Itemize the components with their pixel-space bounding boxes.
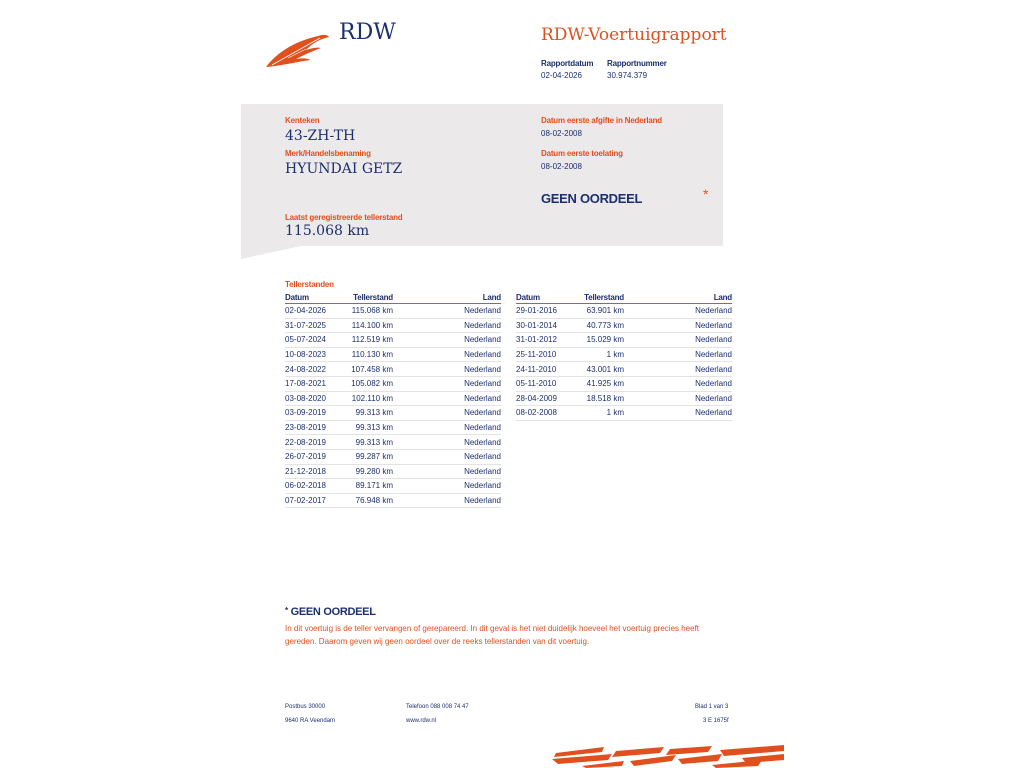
cell-reading: 99.313 km	[349, 406, 393, 421]
cell-date: 26-07-2019	[285, 449, 349, 464]
make-label: Merk/Handelsbenaming	[285, 149, 371, 158]
cell-date: 30-01-2014	[516, 318, 580, 333]
cell-reading: 99.280 km	[349, 464, 393, 479]
odometer-section-title: Tellerstanden	[285, 280, 334, 289]
table-row	[516, 376, 732, 391]
cell-reading: 41.925 km	[580, 376, 624, 391]
table-row	[285, 347, 501, 362]
cell-country: Nederland	[393, 406, 501, 421]
cell-date: 29-01-2016	[516, 304, 580, 319]
table-row	[516, 391, 732, 406]
org-name: RDW	[339, 20, 396, 45]
cell-country: Nederland	[393, 479, 501, 494]
odometer-table-right	[516, 292, 732, 421]
cell-reading: 105.082 km	[349, 376, 393, 391]
column-header-date: Datum	[516, 292, 580, 304]
first-nl-date-value: 08-02-2008	[541, 129, 582, 138]
footnote-title	[285, 606, 376, 618]
panel-tab-decoration	[241, 246, 301, 259]
cell-country: Nederland	[624, 333, 732, 348]
rdw-feather-logo	[266, 34, 330, 68]
table-row	[285, 464, 501, 479]
table-row	[285, 376, 501, 391]
cell-date: 21-12-2018	[285, 464, 349, 479]
cell-reading: 18.518 km	[580, 391, 624, 406]
table-row	[285, 406, 501, 421]
footer-postcode: 9640 RA Veendam	[285, 718, 336, 724]
footer-postbus: Postbus 30000	[285, 704, 326, 710]
table-row	[516, 304, 732, 319]
cell-reading: 89.171 km	[349, 479, 393, 494]
cell-reading: 76.948 km	[349, 493, 393, 508]
cell-reading: 99.287 km	[349, 449, 393, 464]
cell-reading: 107.458 km	[349, 362, 393, 377]
last-odometer-label: Laatst geregistreerde tellerstand	[285, 213, 403, 222]
cell-reading: 63.901 km	[580, 304, 624, 319]
verdict-footnote-marker: *	[703, 186, 709, 202]
footer-phone: Telefoon 088 008 74 47	[406, 704, 469, 710]
table-row	[516, 333, 732, 348]
plate-label: Kenteken	[285, 116, 320, 125]
cell-reading: 114.100 km	[349, 318, 393, 333]
cell-date: 05-07-2024	[285, 333, 349, 348]
cell-date: 02-04-2026	[285, 304, 349, 319]
first-admission-label: Datum eerste toelating	[541, 149, 623, 158]
table-row	[516, 347, 732, 362]
rdw-stripe-graphic	[552, 745, 784, 768]
table-row	[285, 493, 501, 508]
cell-date: 05-11-2010	[516, 376, 580, 391]
cell-reading: 110.130 km	[349, 347, 393, 362]
column-header-country: Land	[624, 292, 732, 304]
footer-web[interactable]: www.rdw.nl	[406, 718, 437, 724]
table-row	[285, 304, 501, 319]
cell-country: Nederland	[393, 493, 501, 508]
cell-date: 25-11-2010	[516, 347, 580, 362]
verdict-status: GEEN OORDEEL	[541, 191, 643, 206]
plate-value: 43-ZH-TH	[285, 128, 356, 144]
cell-reading: 112.519 km	[349, 333, 393, 348]
first-nl-date-label: Datum eerste afgifte in Nederland	[541, 116, 662, 125]
cell-date: 23-08-2019	[285, 420, 349, 435]
report-date-label: Rapportdatum	[541, 59, 594, 68]
cell-country: Nederland	[624, 406, 732, 421]
cell-date: 31-07-2025	[285, 318, 349, 333]
cell-date: 31-01-2012	[516, 333, 580, 348]
footer-doc-code: 3 E 1675f	[703, 718, 729, 724]
cell-date: 22-08-2019	[285, 435, 349, 450]
report-number-label: Rapportnummer	[607, 59, 667, 68]
cell-country: Nederland	[393, 333, 501, 348]
table-row	[516, 318, 732, 333]
column-header-reading: Tellerstand	[349, 292, 393, 304]
cell-country: Nederland	[624, 347, 732, 362]
footnote-marker: *	[285, 606, 288, 615]
table-row	[285, 333, 501, 348]
table-row	[285, 435, 501, 450]
cell-date: 28-04-2009	[516, 391, 580, 406]
cell-reading: 99.313 km	[349, 420, 393, 435]
table-row	[285, 362, 501, 377]
cell-date: 03-09-2019	[285, 406, 349, 421]
table-row	[285, 420, 501, 435]
cell-reading: 40.773 km	[580, 318, 624, 333]
cell-country: Nederland	[393, 304, 501, 319]
cell-date: 24-11-2010	[516, 362, 580, 377]
cell-reading: 15.029 km	[580, 333, 624, 348]
table-header-row	[516, 292, 732, 304]
cell-country: Nederland	[393, 449, 501, 464]
table-row	[285, 449, 501, 464]
cell-country: Nederland	[393, 435, 501, 450]
cell-date: 06-02-2018	[285, 479, 349, 494]
table-header-row	[285, 292, 501, 304]
cell-date: 08-02-2008	[516, 406, 580, 421]
footer-page-number: Blad 1 van 3	[695, 704, 729, 710]
column-header-country: Land	[393, 292, 501, 304]
cell-reading: 102.110 km	[349, 391, 393, 406]
table-row	[285, 391, 501, 406]
cell-date: 17-08-2021	[285, 376, 349, 391]
column-header-date: Datum	[285, 292, 349, 304]
cell-reading: 43.001 km	[580, 362, 624, 377]
odometer-table-left	[285, 292, 501, 508]
table-row	[516, 406, 732, 421]
cell-country: Nederland	[393, 347, 501, 362]
cell-country: Nederland	[393, 318, 501, 333]
table-row	[285, 479, 501, 494]
footnote-title-text: GEEN OORDEEL	[290, 606, 376, 618]
cell-date: 07-02-2017	[285, 493, 349, 508]
table-row	[285, 318, 501, 333]
cell-date: 03-08-2020	[285, 391, 349, 406]
cell-reading: 99.313 km	[349, 435, 393, 450]
cell-date: 24-08-2022	[285, 362, 349, 377]
cell-country: Nederland	[624, 362, 732, 377]
column-header-reading: Tellerstand	[580, 292, 624, 304]
cell-country: Nederland	[624, 304, 732, 319]
footnote-body: In dit voertuig is de teller vervangen of gerepareerd. In dit geval is het niet duidelijk hoeveel het voertuig precies heeft gereden. Daarom geven wij geen oordeel over de reeks tellerstanden van dit voertuig.	[285, 624, 700, 646]
cell-country: Nederland	[393, 376, 501, 391]
last-odometer-value: 115.068 km	[285, 223, 370, 239]
first-admission-value: 08-02-2008	[541, 162, 582, 171]
cell-country: Nederland	[624, 318, 732, 333]
report-date-value: 02-04-2026	[541, 71, 582, 80]
cell-country: Nederland	[393, 362, 501, 377]
cell-country: Nederland	[624, 391, 732, 406]
cell-country: Nederland	[393, 391, 501, 406]
cell-reading: 115.068 km	[349, 304, 393, 319]
cell-reading: 1 km	[580, 347, 624, 362]
table-row	[516, 362, 732, 377]
cell-date: 10-08-2023	[285, 347, 349, 362]
report-number-value: 30.974.379	[607, 71, 648, 80]
report-title: RDW-Voertuigrapport	[541, 25, 727, 45]
cell-country: Nederland	[393, 464, 501, 479]
make-value: HYUNDAI GETZ	[285, 161, 403, 177]
cell-reading: 1 km	[580, 406, 624, 421]
cell-country: Nederland	[393, 420, 501, 435]
cell-country: Nederland	[624, 376, 732, 391]
